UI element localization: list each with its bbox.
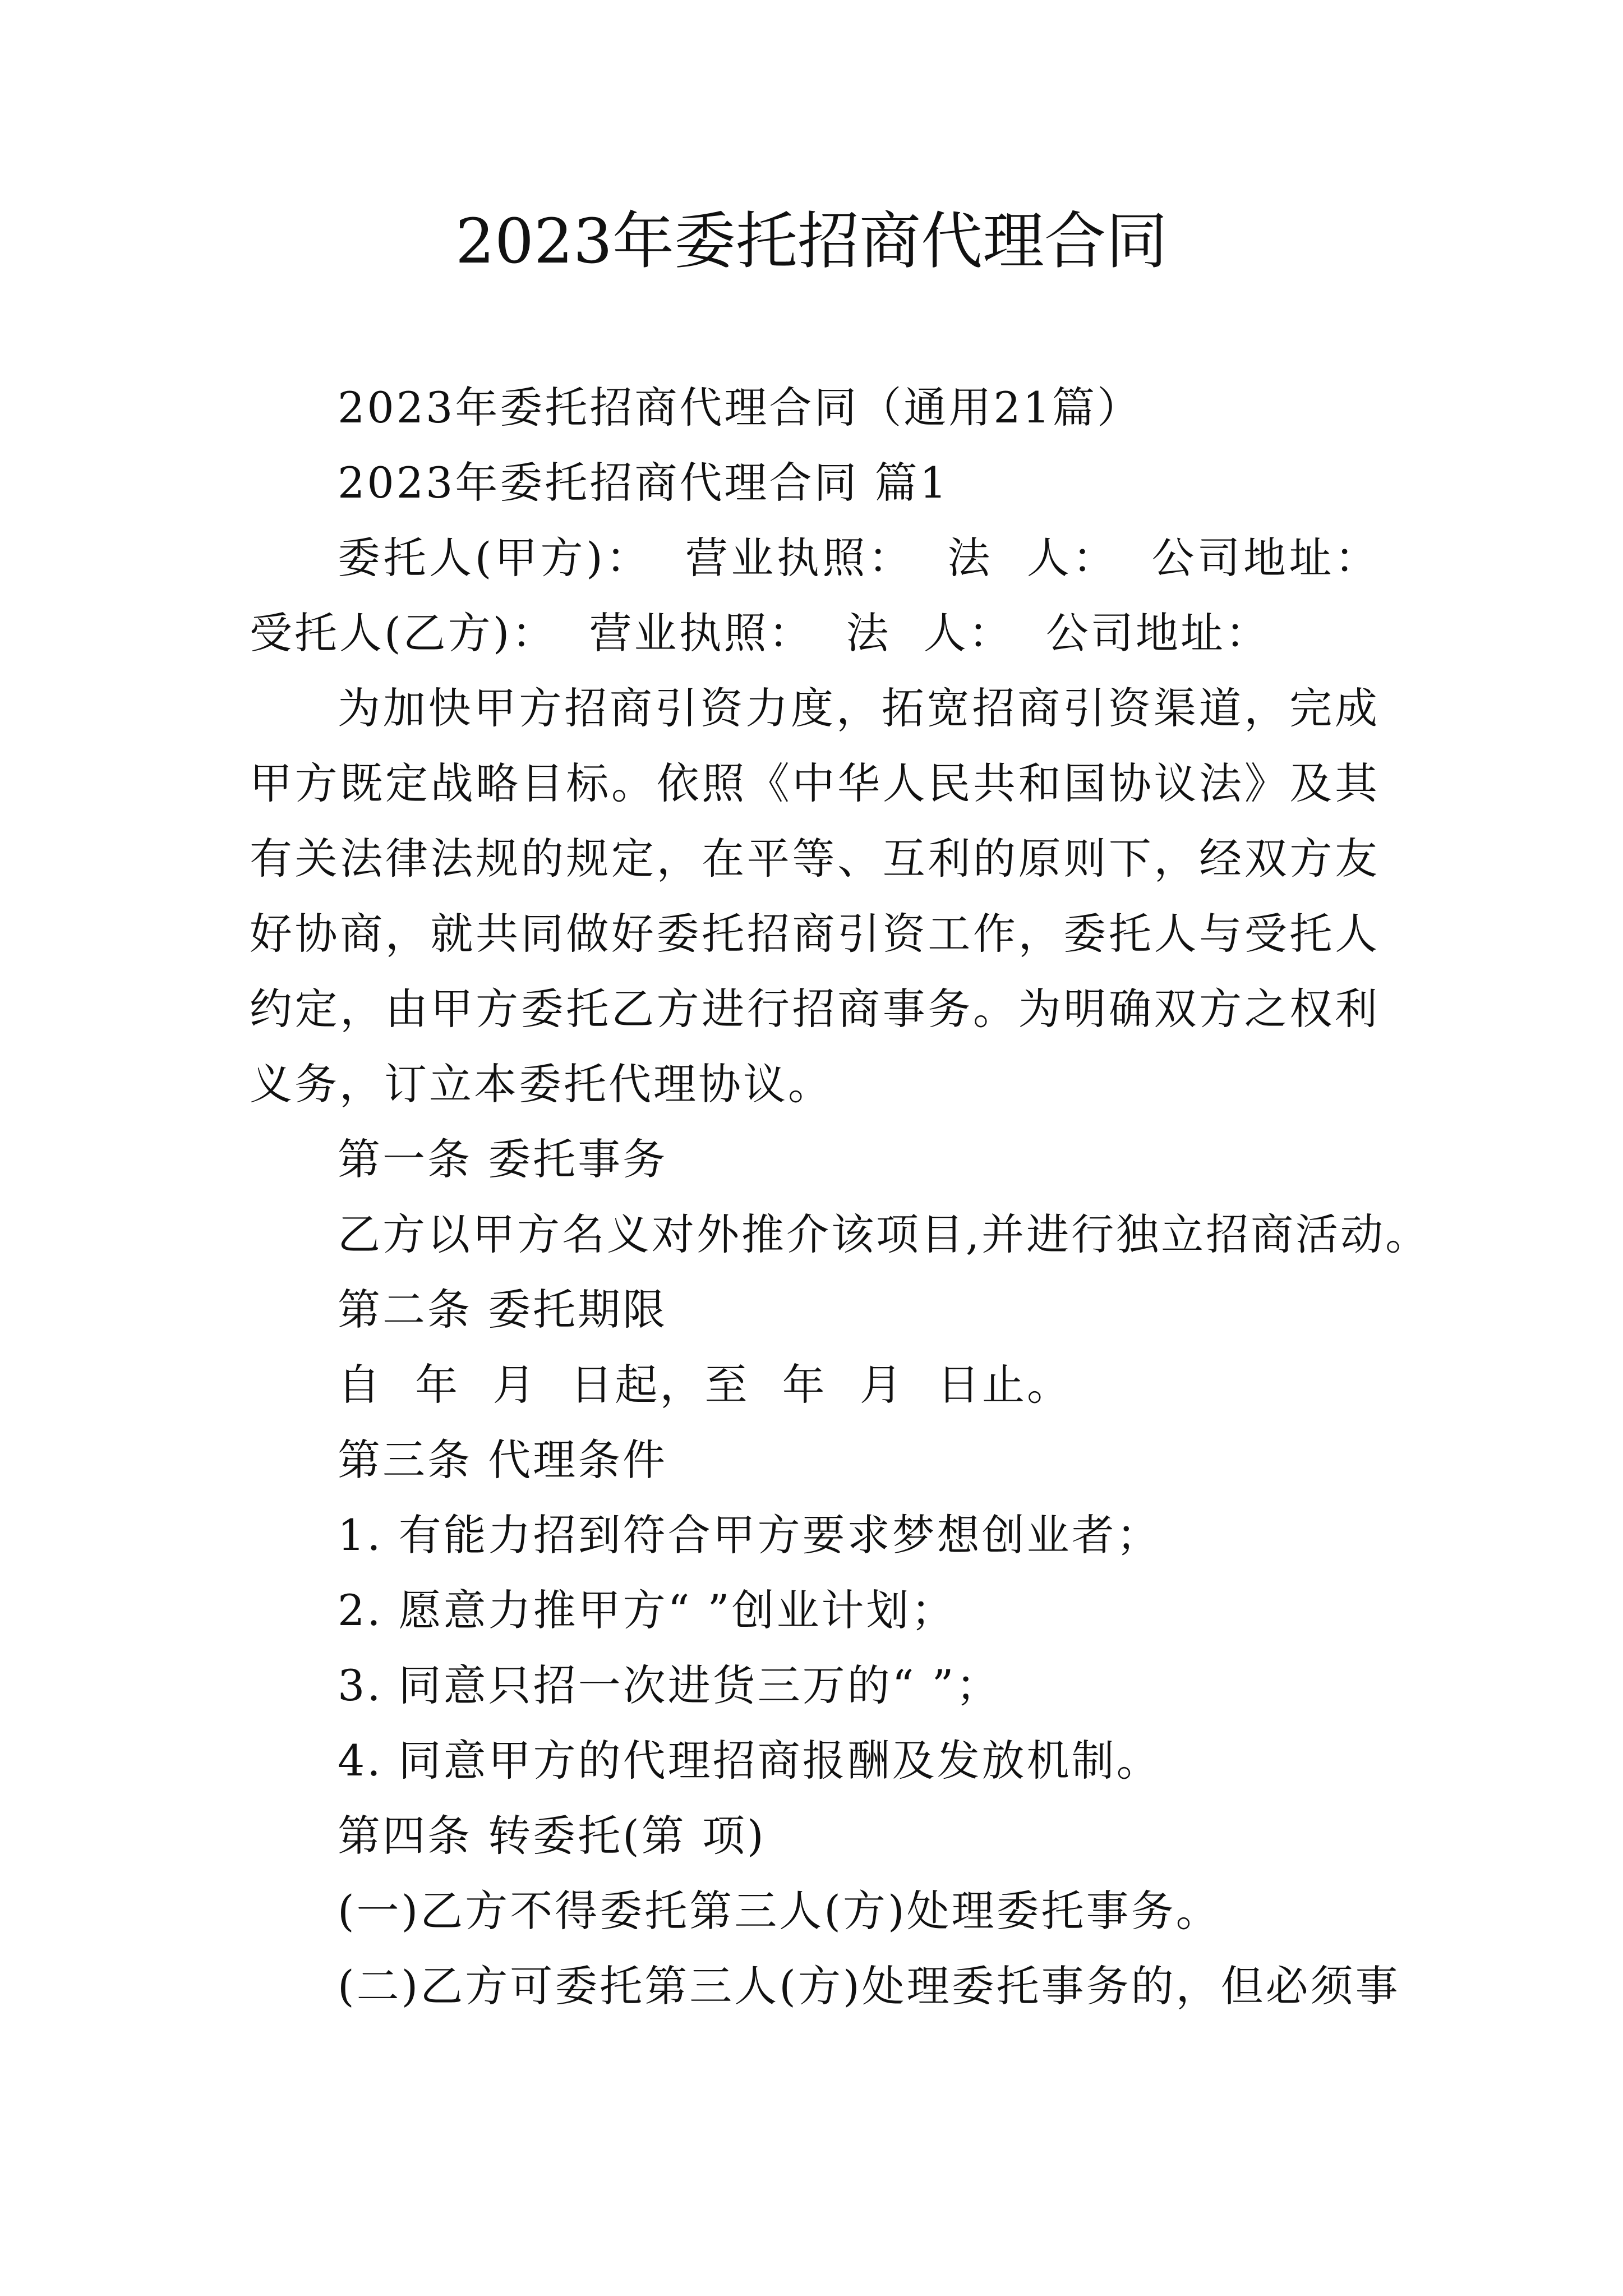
paragraph-subtitle: 2023年委托招商代理合同（通用21篇） xyxy=(338,383,1142,432)
article-2-body: 自 年 月 日起，至 年 月 日止。 xyxy=(338,1360,1072,1410)
article-3-item-2: 2. 愿意力推甲方“ ”创业计划； xyxy=(338,1585,956,1635)
paragraph-parties: 委托人(甲方)： 营业执照： 法 人： 公司地址： 受托人(乙方)： 营业执照： 法 人： 公司地址： xyxy=(250,533,1380,658)
paragraph-preamble: 为加快甲方招商引资力度，拓宽招商引资渠道，完成甲方既定战略目标。依照《中华人民共和国协议法》及其有关法律法规的规定，在平等、互利的原则下，经双方友好协商，就共同做好委托招商引资工作，委托人与受托人约定，由甲方委托乙方进行招商事务。为明确双方之权利义务，订立本委托代理协议。 xyxy=(250,683,1380,1109)
document-body xyxy=(250,370,1431,2024)
article-4-heading: 第四条 转委托(第 项) xyxy=(338,1811,766,1861)
article-4-item-2: (二)乙方可委托第三人(方)处理委托事务的，但必须事 xyxy=(338,1961,1400,2011)
article-1-heading: 第一条 委托事务 xyxy=(338,1134,668,1184)
article-3-item-3: 3. 同意只招一次进货三万的“ ”； xyxy=(338,1660,1001,1710)
article-2-heading: 第二条 委托期限 xyxy=(338,1285,668,1335)
document-title: 2023年委托招商代理合同 xyxy=(455,205,1168,277)
article-3-item-1: 1. 有能力招到符合甲方要求梦想创业者； xyxy=(338,1510,1161,1560)
paragraph-section-heading: 2023年委托招商代理合同 篇1 xyxy=(338,458,949,508)
article-3-heading: 第三条 代理条件 xyxy=(338,1435,668,1485)
article-3-item-4: 4. 同意甲方的代理招商报酬及发放机制。 xyxy=(338,1736,1161,1786)
article-1-body: 乙方以甲方名义对外推介该项目,并进行独立招商活动。 xyxy=(338,1209,1431,1259)
article-4-item-1: (一)乙方不得委托第三人(方)处理委托事务。 xyxy=(338,1886,1221,1936)
